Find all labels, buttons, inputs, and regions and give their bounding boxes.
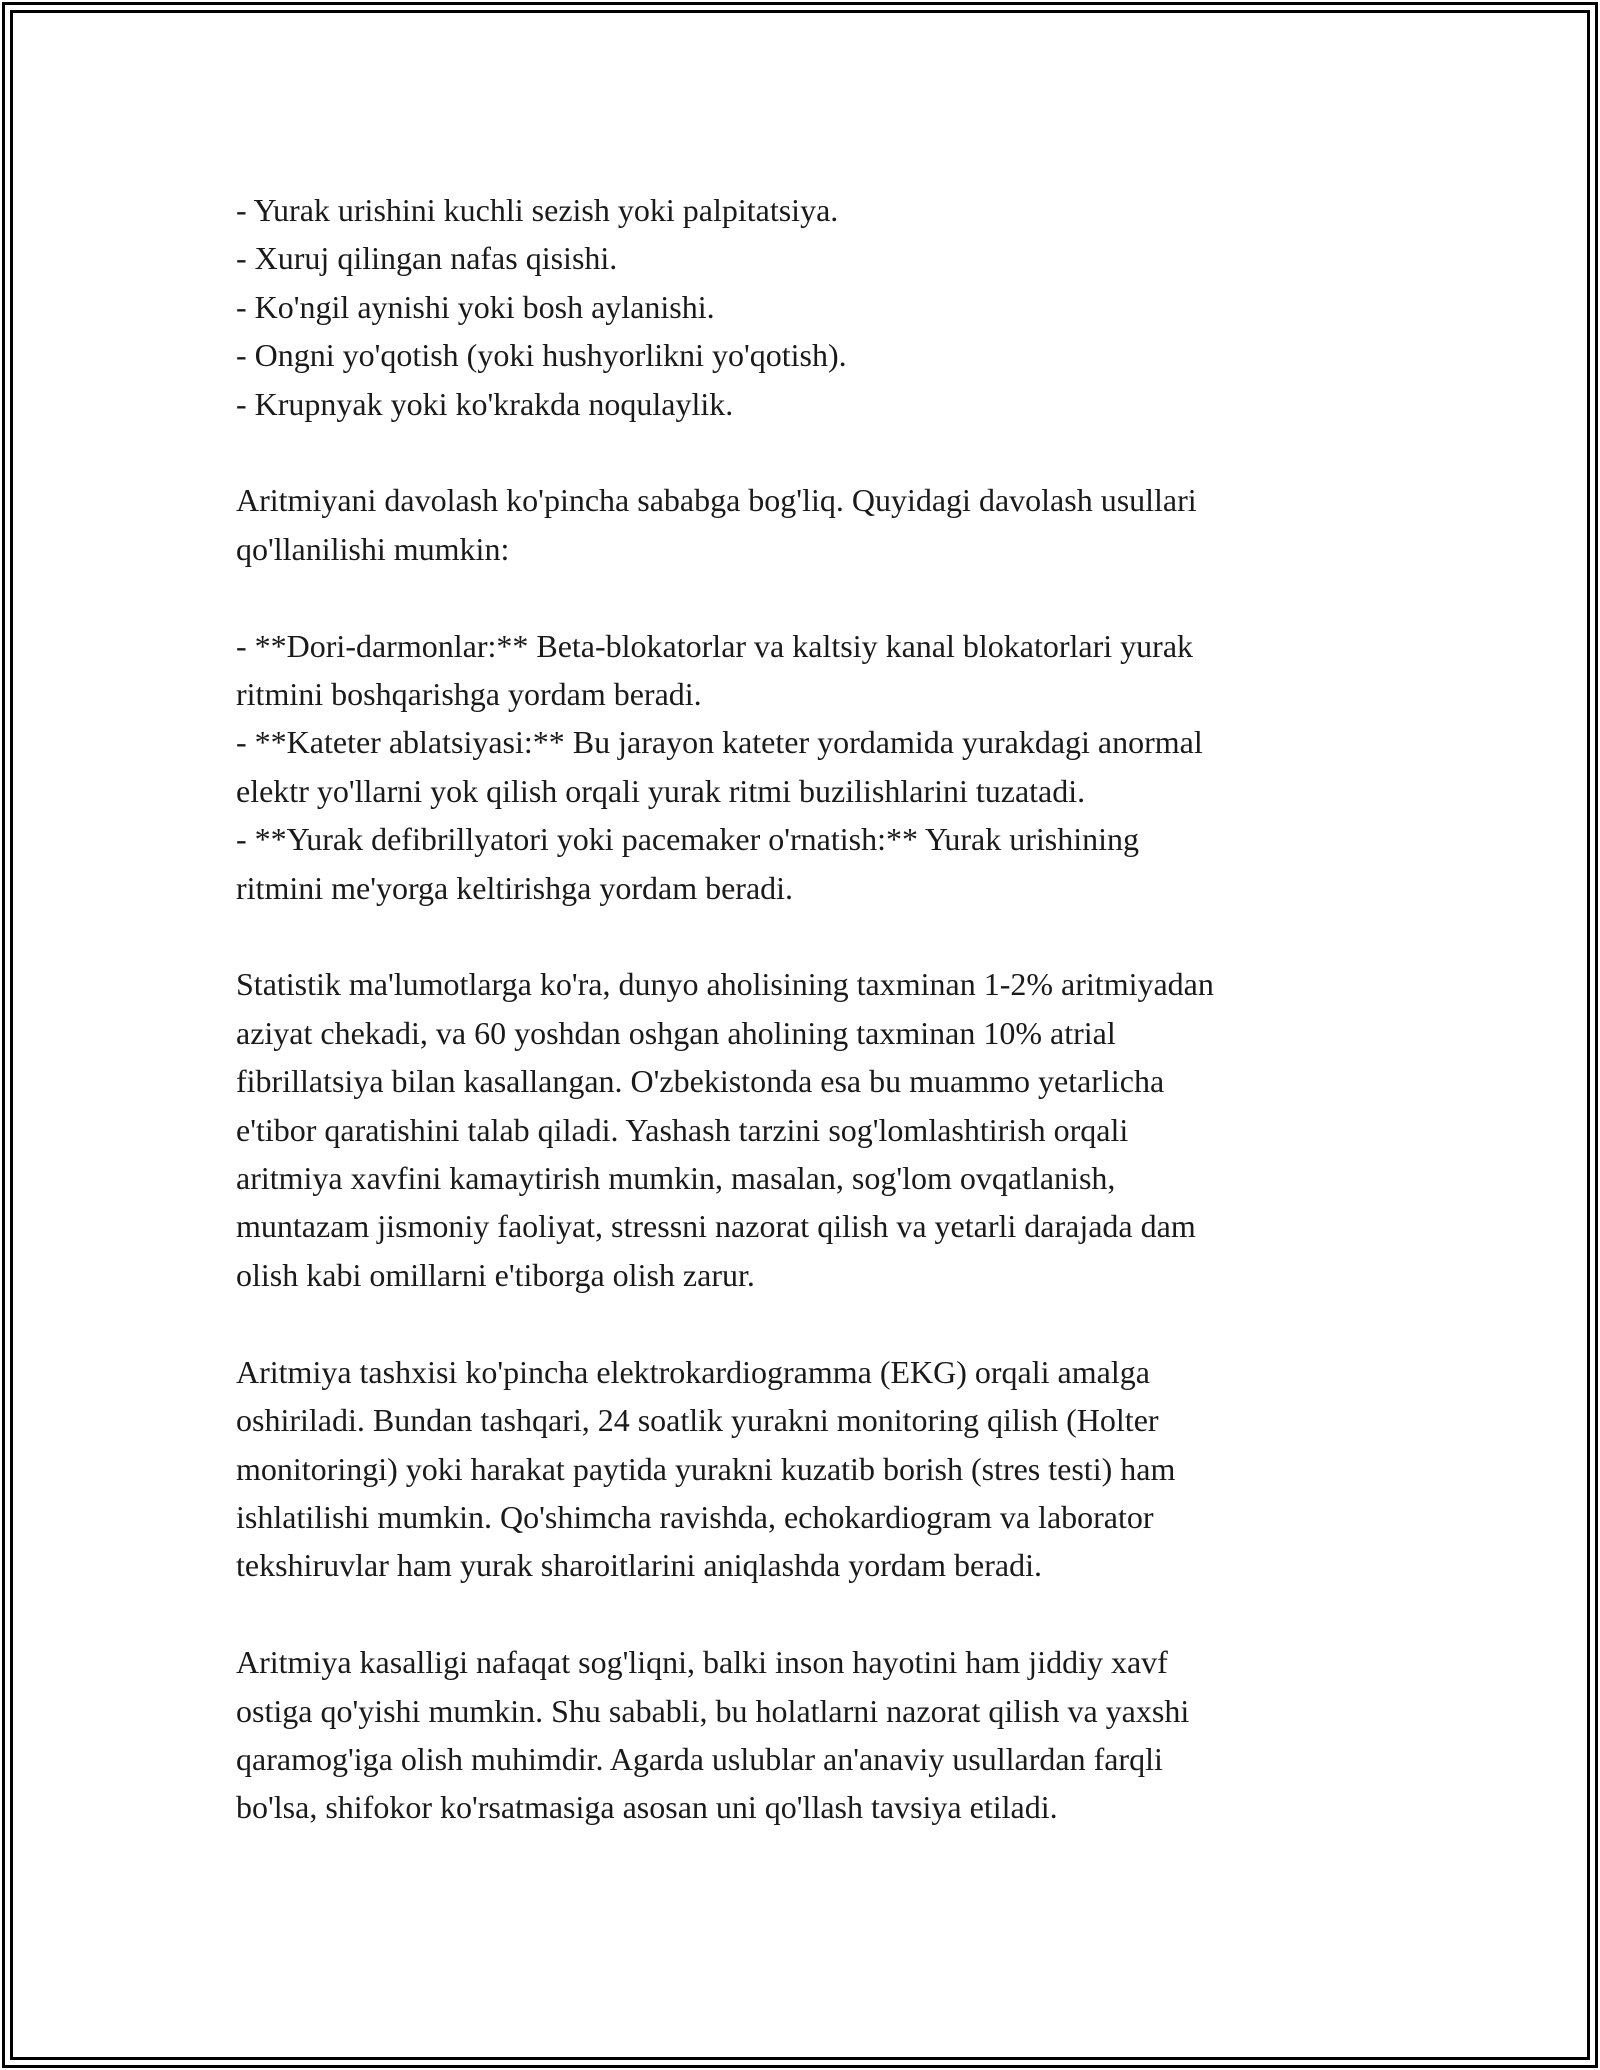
diagnosis-paragraph bbox=[236, 1348, 1366, 1590]
text-line: oshiriladi. Bundan tashqari, 24 soatlik yurakni monitoring qilish (Holter bbox=[236, 1402, 1159, 1439]
statistics-paragraph bbox=[236, 960, 1366, 1299]
text-line: muntazam jismoniy faoliyat, stressni nazorat qilish va yetarli darajada dam bbox=[236, 1208, 1196, 1245]
list-item: - Ko'ngil aynishi yoki bosh aylanishi. bbox=[236, 288, 715, 325]
document-body bbox=[236, 186, 1366, 1832]
paragraph-gap bbox=[236, 1590, 1366, 1638]
list-item: - Xuruj qilingan nafas qisishi. bbox=[236, 240, 618, 277]
treatments-list bbox=[236, 622, 1366, 912]
paragraph-gap bbox=[236, 573, 1366, 621]
list-item: - Krupnyak yoki ko'krakda noqulaylik. bbox=[236, 385, 734, 422]
treatment-intro-paragraph bbox=[236, 476, 1366, 573]
list-item: - Yurak urishini kuchli sezish yoki palpitatsiya. bbox=[236, 192, 839, 228]
text-line: bo'lsa, shifokor ko'rsatmasiga asosan uni qo'llash tavsiya etiladi. bbox=[236, 1789, 1058, 1826]
text-line: ritmini me'yorga keltirishga yordam beradi. bbox=[236, 869, 794, 906]
text-line: e'tibor qaratishini talab qiladi. Yashash tarzini sog'lomlashtirish orqali bbox=[236, 1111, 1129, 1148]
text-line: qo'llanilishi mumkin: bbox=[236, 530, 510, 567]
text-line: tekshiruvlar ham yurak sharoitlarini aniqlashda yordam beradi. bbox=[236, 1547, 1042, 1584]
text-line: Aritmiya kasalligi nafaqat sog'liqni, balki inson hayotini ham jiddiy xavf bbox=[236, 1644, 1168, 1681]
text-line: elektr yo'llarni yok qilish orqali yurak ritmi buzilishlarini tuzatadi. bbox=[236, 772, 1086, 809]
text-line: Aritmiyani davolash ko'pincha sababga bog'liq. Quyidagi davolash usullari bbox=[236, 482, 1197, 519]
text-line: Statistik ma'lumotlarga ko'ra, dunyo aholisining taxminan 1-2% aritmiyadan bbox=[236, 966, 1214, 1003]
conclusion-paragraph bbox=[236, 1638, 1366, 1832]
text-line: ritmini boshqarishga yordam beradi. bbox=[236, 676, 702, 713]
list-item: - Ongni yo'qotish (yoki hushyorlikni yo'qotish). bbox=[236, 337, 847, 374]
text-line: aziyat chekadi, va 60 yoshdan oshgan aholining taxminan 10% atrial bbox=[236, 1014, 1116, 1051]
text-line: olish kabi omillarni e'tiborga olish zarur. bbox=[236, 1256, 755, 1293]
text-line: Aritmiya tashxisi ko'pincha elektrokardiogramma (EKG) orqali amalga bbox=[236, 1353, 1150, 1390]
symptoms-list bbox=[236, 186, 1366, 428]
text-line: ostiga qo'yishi mumkin. Shu sababli, bu holatlarni nazorat qilish va yaxshi bbox=[236, 1692, 1190, 1729]
paragraph-gap bbox=[236, 1299, 1366, 1347]
text-line: ishlatilishi mumkin. Qo'shimcha ravishda, echokardiogram va laborator bbox=[236, 1498, 1154, 1535]
text-line: - **Yurak defibrillyatori yoki pacemaker o'rnatish:** Yurak urishining bbox=[236, 821, 1140, 858]
text-line: - **Kateter ablatsiyasi:** Bu jarayon kateter yordamida yurakdagi anormal bbox=[236, 724, 1203, 761]
text-line: monitoringi) yoki harakat paytida yurakni kuzatib borish (stres testi) ham bbox=[236, 1450, 1176, 1487]
text-line: qaramog'iga olish muhimdir. Agarda uslublar an'anaviy usullardan farqli bbox=[236, 1740, 1163, 1777]
paragraph-gap bbox=[236, 912, 1366, 960]
paragraph-gap bbox=[236, 428, 1366, 476]
text-line: aritmiya xavfini kamaytirish mumkin, masalan, sog'lom ovqatlanish, bbox=[236, 1160, 1116, 1197]
text-line: - **Dori-darmonlar:** Beta-blokatorlar va kaltsiy kanal blokatorlari yurak bbox=[236, 627, 1194, 664]
text-line: fibrillatsiya bilan kasallangan. O'zbekistonda esa bu muammo yetarlicha bbox=[236, 1063, 1165, 1100]
